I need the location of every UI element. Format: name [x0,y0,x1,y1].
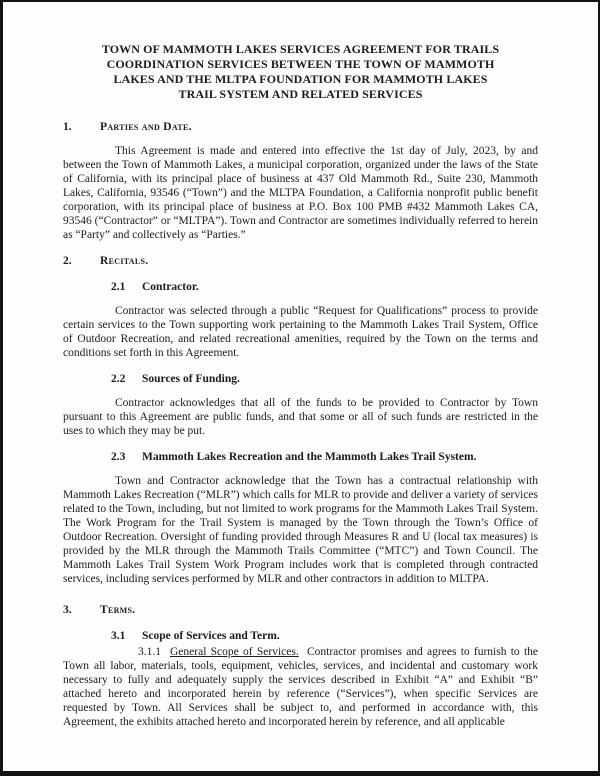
section-1-heading-text: Parties and Date. [100,121,192,133]
section-1-heading [63,120,538,134]
section-3-heading-text: Terms. [100,604,136,616]
subsection-2-1-number: 2.1 [111,281,126,293]
title-line-3: LAKES AND THE MLTPA FOUNDATION FOR MAMMOTH LAKES [113,72,488,86]
subsection-2-1-heading-text: Contractor. [142,281,199,293]
clause-3-1-1-text: Contractor promises and agrees to furnish to the Town all labor, materials, tools, equipment, vehicles, services, and incidental and customary work necessary to fully and adequately supply the services described in Exhibit “A” and Exhibit “B” attached hereto and incorporated herein by reference (“Services”), when specific Services are requested by Town. All Services shall be subject to, and performed in accordance with, this Agreement, the exhibits attached hereto and incorporated herein by reference, and all applicable [63,646,538,728]
section-2-number: 2. [63,255,72,267]
subsection-2-2-heading [111,372,538,386]
subsection-2-3-heading-text: Mammoth Lakes Recreation and the Mammoth Lakes Trail System. [142,451,477,463]
subsection-2-2-heading-text: Sources of Funding. [142,373,240,385]
section-3-number: 3. [63,604,72,616]
section-1-number: 1. [63,121,72,133]
subsection-3-1-heading-text: Scope of Services and Term. [142,630,280,642]
subsection-2-2-number: 2.2 [111,373,126,385]
document-title [63,42,538,102]
subsection-2-3-number: 2.3 [111,451,126,463]
subsection-2-1-paragraph: Contractor was selected through a public “Request for Qualifications” process to provide certain services to the Town supporting work pertaining to the Mammoth Lakes Trail System, Office of Outdoor Recreation, and related recreational amenities, required by the Town on the terms and conditions set forth in this Agreement. [63,305,538,359]
subsection-2-2-paragraph: Contractor acknowledges that all of the funds to be provided to Contractor by Town pursuant to this Agreement are public funds, and that some or all of such funds are restricted in the uses to which they may be put. [63,397,538,437]
subsection-3-1-number: 3.1 [111,630,126,642]
section-1-paragraph: This Agreement is made and entered into effective the 1st day of July, 2023, by and between the Town of Mammoth Lakes, a municipal corporation, organized under the laws of the State of California, with its principal place of business at 437 Old Mammoth Rd., Suite 230, Mammoth Lakes, California, 93546 (“Town”) and the MLTPA Foundation, a California nonprofit public benefit corporation, with its principal place of business at P.O. Box 100 PMB #432 Mammoth Lakes CA, 93546 (“Contractor” or “MLTPA”). Town and Contractor are sometimes individually referred to herein as “Party” and collectively as “Parties.” [63,145,538,241]
subsection-3-1-heading [111,629,538,643]
subsection-2-3-heading [111,450,538,464]
clause-3-1-1-paragraph [63,645,538,729]
clause-3-1-1-lead: General Scope of Services. [170,646,299,658]
title-line-2: COORDINATION SERVICES BETWEEN THE TOWN OF MAMMOTH [106,57,495,71]
subsection-2-1-heading [111,280,538,294]
subsection-2-3-paragraph: Town and Contractor acknowledge that the Town has a contractual relationship with Mammoth Lakes Recreation (“MLR”) which calls for MLR to provide and deliver a variety of services related to the Town, including, but not limited to work programs for the Mammoth Lakes Trail System. The Work Program for the Trail System is managed by the Town through the Town’s Office of Outdoor Recreation. Oversight of funding provided through Measures R and U (local tax measures) is provided by the MLR through the Mammoth Trails Committee (“MTC”) and Town Council. The Mammoth Lakes Trail System Work Program includes work that is completed through contracted services, including services performed by MLR and other contractors in addition to MLTPA. [63,475,538,585]
title-line-4: TRAIL SYSTEM AND RELATED SERVICES [178,87,423,101]
section-3-heading [63,603,538,617]
section-2-heading [63,254,538,268]
title-line-1: TOWN OF MAMMOTH LAKES SERVICES AGREEMENT FOR TRAILS [101,42,500,56]
section-2-heading-text: Recitals. [100,255,149,267]
clause-3-1-1-number: 3.1.1 [138,646,161,658]
